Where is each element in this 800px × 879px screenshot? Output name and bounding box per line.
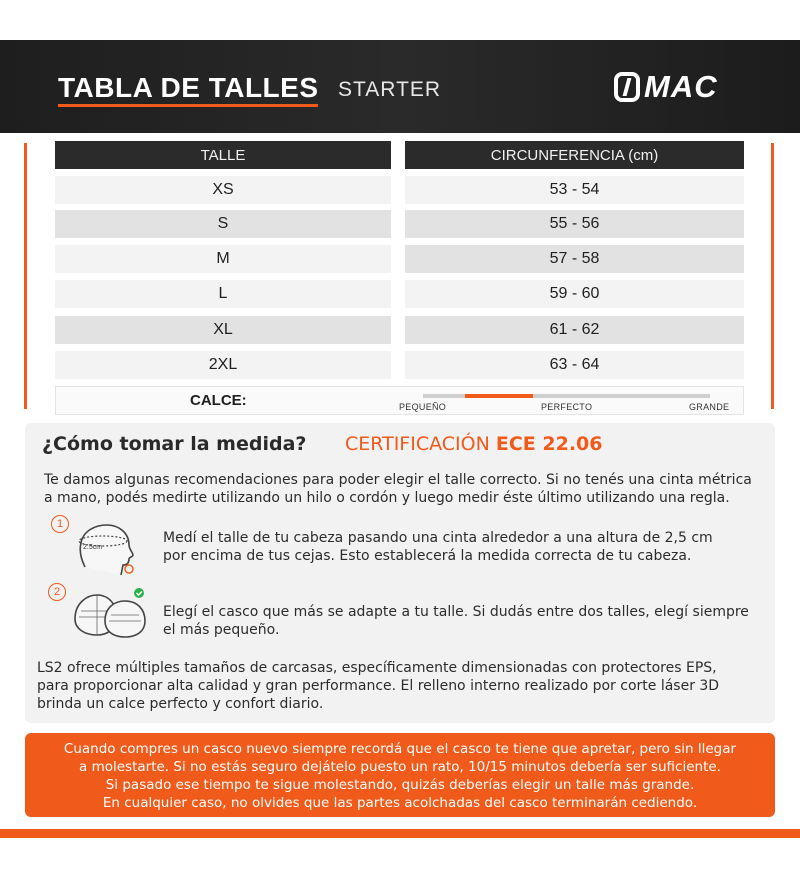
- ls2-line-2: para proporcionar alta calidad y gran performance. El relleno interno realizado por corte láser 3D: [37, 678, 720, 694]
- fit-bar-large: [533, 394, 710, 398]
- column-header-size: TALLE: [55, 141, 391, 169]
- certification: [345, 433, 602, 455]
- measure-panel: [25, 423, 775, 723]
- ls2-line-3: brinda un calce perfecto y confort diario.: [37, 696, 324, 712]
- measure-heading: ¿Cómo tomar la medida?: [42, 433, 307, 455]
- note-line-2: a molestarte. Si no estás seguro dejátelo puesto un rato, 10/15 minutos debería ser suficiente.: [79, 759, 721, 775]
- brand-logo: [614, 70, 718, 104]
- note-line-1: Cuando compres un casco nuevo siempre recordá que el casco te tiene que apretar, pero sin llegar: [63, 741, 737, 757]
- head-measure-icon: [73, 519, 143, 579]
- step-2-badge: 2: [48, 583, 66, 601]
- certification-prefix: CERTIFICACIÓN: [345, 433, 490, 455]
- fit-tick-large: GRANDE: [689, 402, 730, 412]
- title-underline: [58, 104, 318, 107]
- intro-line-1: Te damos algunas recomendaciones para poder elegir el talle correcto. Si no tenés una cinta métrica: [44, 472, 752, 488]
- size-cell: L: [55, 280, 391, 308]
- circumference-cell: 61 - 62: [405, 316, 744, 344]
- footer-accent-line: [0, 829, 800, 838]
- page-title: TABLA DE TALLES: [58, 72, 319, 103]
- step-2-line-1: Elegí el casco que más se adapte a tu talle. Si dudás entre dos talles, elegí siempre: [163, 604, 749, 620]
- step-1-badge: 1: [51, 515, 69, 533]
- tape-height-label: 2.5cm: [83, 544, 103, 551]
- circumference-cell: 57 - 58: [405, 245, 744, 273]
- intro-line-2: a mano, podés medirte utilizando un hilo o cordón y luego medir éste último utilizando una regla.: [44, 490, 730, 506]
- step-1-line-2: por encima de tus cejas. Esto establecerá la medida correcta de tu cabeza.: [163, 548, 692, 564]
- brand-wordmark: MAC: [644, 69, 718, 104]
- ls2-line-1: LS2 ofrece múltiples tamaños de carcasas, específicamente dimensionadas con protectores EPS,: [37, 660, 717, 676]
- circumference-cell: 55 - 56: [405, 210, 744, 238]
- fit-bar-small: [423, 394, 465, 398]
- fit-bar-perfect: [465, 394, 533, 398]
- page-subtitle: STARTER: [338, 78, 442, 101]
- fit-advice-note: [25, 733, 775, 817]
- left-accent-line: [24, 143, 27, 409]
- circumference-cell: 63 - 64: [405, 351, 744, 379]
- circumference-cell: 59 - 60: [405, 280, 744, 308]
- fit-label: CALCE:: [190, 392, 247, 409]
- size-cell: 2XL: [55, 351, 391, 379]
- size-cell: M: [55, 245, 391, 273]
- size-cell: XS: [55, 176, 391, 204]
- fit-tick-perfect: PERFECTO: [541, 402, 593, 412]
- certification-standard: ECE 22.06: [495, 433, 603, 455]
- step-1-line-1: Medí el talle de tu cabeza pasando una cinta alrededor a una altura de 2,5 cm: [163, 530, 713, 546]
- note-line-4: En cualquier caso, no olvides que las partes acolchadas del casco terminarán cediendo.: [102, 795, 698, 811]
- column-header-circumference: CIRCUNFERENCIA (cm): [405, 141, 744, 169]
- note-line-3: Si pasado ese tiempo te sigue molestando, quizás deberías elegir un talle más grande.: [105, 777, 695, 793]
- fit-indicator: [55, 386, 744, 415]
- size-cell: XL: [55, 316, 391, 344]
- brand-mark-icon: [614, 72, 640, 102]
- helmets-icon: [71, 587, 151, 643]
- step-2-line-2: el más pequeño.: [163, 622, 280, 638]
- circumference-cell: 53 - 54: [405, 176, 744, 204]
- right-accent-line: [771, 143, 774, 409]
- size-cell: S: [55, 210, 391, 238]
- fit-tick-small: PEQUEÑO: [399, 402, 447, 412]
